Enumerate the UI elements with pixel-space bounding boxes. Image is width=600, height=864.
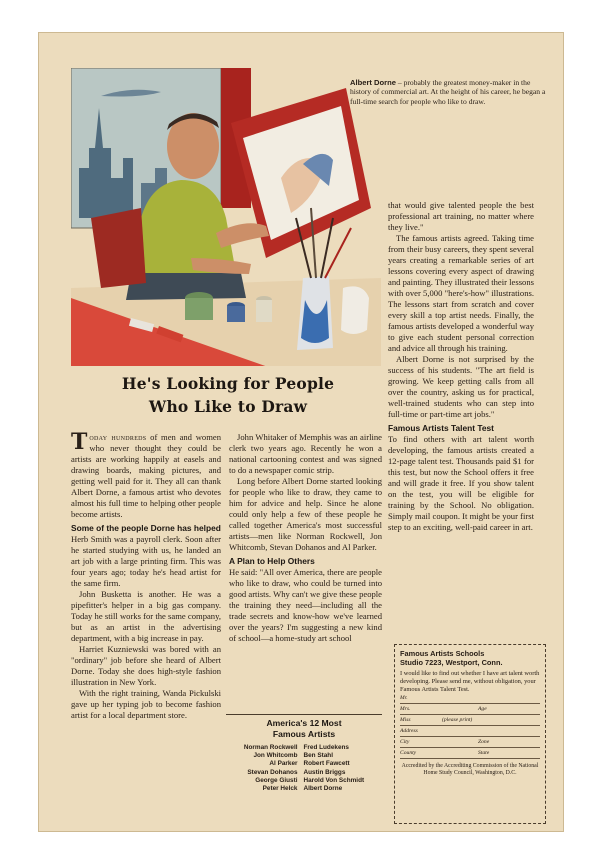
artists-row — [241, 785, 367, 793]
caption-text: – probably the greatest money-maker in the history of commercial art. At the height of his career, he began a full-time search for people who like to draw. — [350, 78, 546, 106]
paragraph-herb-smith: Herb Smith was a payroll clerk. Soon after he started studying with us, he landed an art job with a large printing firm. This was four years ago; today he's head artist for the same firm. — [71, 533, 221, 588]
ad-headline — [78, 372, 378, 418]
article-column-1 — [71, 429, 221, 721]
paragraph-john-whitaker: John Whitaker of Memphis was an airline clerk two years ago. Recently he won a national cartooning contest and was signed to do a newspaper comic strip. — [229, 432, 382, 475]
field-label-zone: Zone — [478, 739, 490, 746]
paragraph-not-surprised: Albert Dorne is not surprised by the success of his students. "The art field is growing. We keep getting calls from all over the country, asking us for practical, well-trained students who can step into full-time or part-time art jobs." — [388, 354, 534, 419]
intro-paragraph — [71, 429, 221, 520]
artists-row — [241, 760, 367, 768]
coupon-mr-field[interactable] — [400, 693, 540, 704]
albert-dorne-illustration — [71, 68, 381, 366]
paragraph-famous-artists-agreed: The famous artists agreed. Taking time from their busy careers, they spent several years creating a remarkable series of art lessons covering every aspect of drawing and painting. They illustrated their lessons with over 5,000 "here's-how" illustrations. The lessons start from scratch and cover every skill a top artist needs. Finally, the famous artists developed a wonderful way to give each student personal correction and advice all through his training. — [388, 233, 534, 353]
field-note-print: (please print) — [442, 717, 473, 724]
field-label: Address — [400, 728, 418, 735]
artist-name: Al Parker — [269, 760, 298, 768]
artist-name: Harold Von Schmidt — [303, 776, 365, 784]
paragraph-talent-test: To find others with art talent worth developing, the famous artists created a 12-page talent test. Thousands paid $1 for this test, but now the School offers it free and will grade it free. If you show talent on the test, you will be eligible for training by the School. No obligation. Simply mail coupon. It might be your first step to an exciting, well-paid career in art. — [388, 433, 534, 532]
paragraph-john-busketta: John Busketta is another. He was a pipefitter's helper in a big gas company. Today he still works for the same company, but as an artist in the advertising department, with a big increase in pay. — [71, 588, 221, 643]
paragraph-long-before: Long before Albert Dorne started looking for people who like to draw, they came to him for advice and help. Since he alone could only help a few of these people he called together America's most successful artists—men like Norman Rockwell, Jon Whitcomb, Stevan Dohanos and Al Parker. — [229, 476, 382, 552]
headline-line-1: He's Looking for People — [121, 374, 335, 393]
artist-name: Peter Helck — [262, 785, 298, 793]
field-label: Miss — [400, 717, 411, 724]
comic-back-cover-page — [38, 32, 564, 832]
artist-name: Norman Rockwell — [243, 744, 298, 751]
coupon-county-field[interactable] — [400, 748, 540, 759]
field-label-age: Age — [478, 706, 487, 713]
coupon-school-name: Famous Artists Schools — [400, 649, 485, 658]
artists-table — [241, 744, 367, 793]
artist-name: George Giusti — [255, 776, 298, 784]
intro-lead-in: oday hundreds — [89, 432, 147, 442]
subheading-plan: A Plan to Help Others — [229, 556, 315, 566]
artist-name: Albert Dorne — [303, 785, 343, 793]
coupon-studio-address: Studio 7223, Westport, Conn. — [400, 658, 503, 667]
artist-name: Austin Briggs — [303, 768, 346, 776]
artist-name: Stevan Dohanos — [247, 768, 298, 776]
subheading-people-helped: Some of the people Dorne has helped — [71, 523, 221, 533]
artists-row — [241, 752, 367, 760]
coupon-mrs-field[interactable] — [400, 704, 540, 715]
coupon-city-field[interactable] — [400, 737, 540, 748]
illustration-caption — [350, 78, 550, 106]
famous-artists-title-1: America's 12 Most — [266, 718, 342, 728]
coupon-miss-field[interactable] — [400, 715, 540, 726]
artist-name: Ben Stahl — [303, 752, 333, 760]
caption-name: Albert Dorne — [350, 78, 396, 87]
field-label: Mrs. — [400, 706, 411, 713]
field-label: City — [400, 739, 410, 746]
subheading-talent-test: Famous Artists Talent Test — [388, 423, 494, 433]
field-label-state: State — [478, 750, 490, 757]
famous-artists-list — [226, 714, 382, 793]
coupon-accreditation: Accredited by the Accrediting Commission of the National Home Study Council, Washington, D.C. — [401, 763, 539, 777]
paragraph-wanda-pickulski: With the right training, Wanda Pickulski gave up her typing job to become fashion artist for a local department store. — [71, 687, 221, 720]
famous-artists-title-2: Famous Artists — [272, 729, 336, 739]
coupon-request-text: I would like to find out whether I have art talent worth developing. Please send me, without obligation, your Famous Artists Talent Test. — [400, 670, 540, 693]
artist-name: Fred Ludekens — [303, 744, 349, 751]
paragraph-harriet-kuzniewski: Harriet Kuzniewski was bored with an "ordinary" job before she heard of Albert Dorne. Today she does high-style fashion illustration in New York. — [71, 643, 221, 687]
artist-name: Jon Whitcomb — [253, 752, 298, 760]
artists-row — [241, 777, 367, 785]
paragraph-he-said: He said: "All over America, there are people who like to draw, who could be turned into good artists. Why can't we give these people the training they need—including all the trade secrets and know-how we've learned over the years? I'm suggesting a new kind of school—a home-study art school — [229, 566, 382, 643]
coupon-address-field[interactable] — [400, 726, 540, 737]
headline-line-2: Who Like to Draw — [148, 397, 308, 416]
artists-row — [241, 744, 367, 752]
article-column-3 — [388, 200, 534, 533]
drop-cap: T — [71, 429, 88, 455]
field-label: Mr. — [400, 695, 408, 702]
intro-text: of men and women who never thought they could be artists are working happily at easels and drawing boards, making pictures, and getting well paid for it. They all can thank Albert Dorne, a famous artist who devotes almost his full time to helping other people become artists. — [71, 432, 221, 519]
artists-row — [241, 769, 367, 777]
artist-name: Robert Fawcett — [303, 760, 350, 768]
article-column-2 — [229, 432, 382, 644]
field-label: County — [400, 750, 417, 757]
mail-in-coupon[interactable] — [394, 644, 546, 824]
paragraph-talented-people: that would give talented people the best professional art training, no matter where they live." — [388, 200, 534, 232]
